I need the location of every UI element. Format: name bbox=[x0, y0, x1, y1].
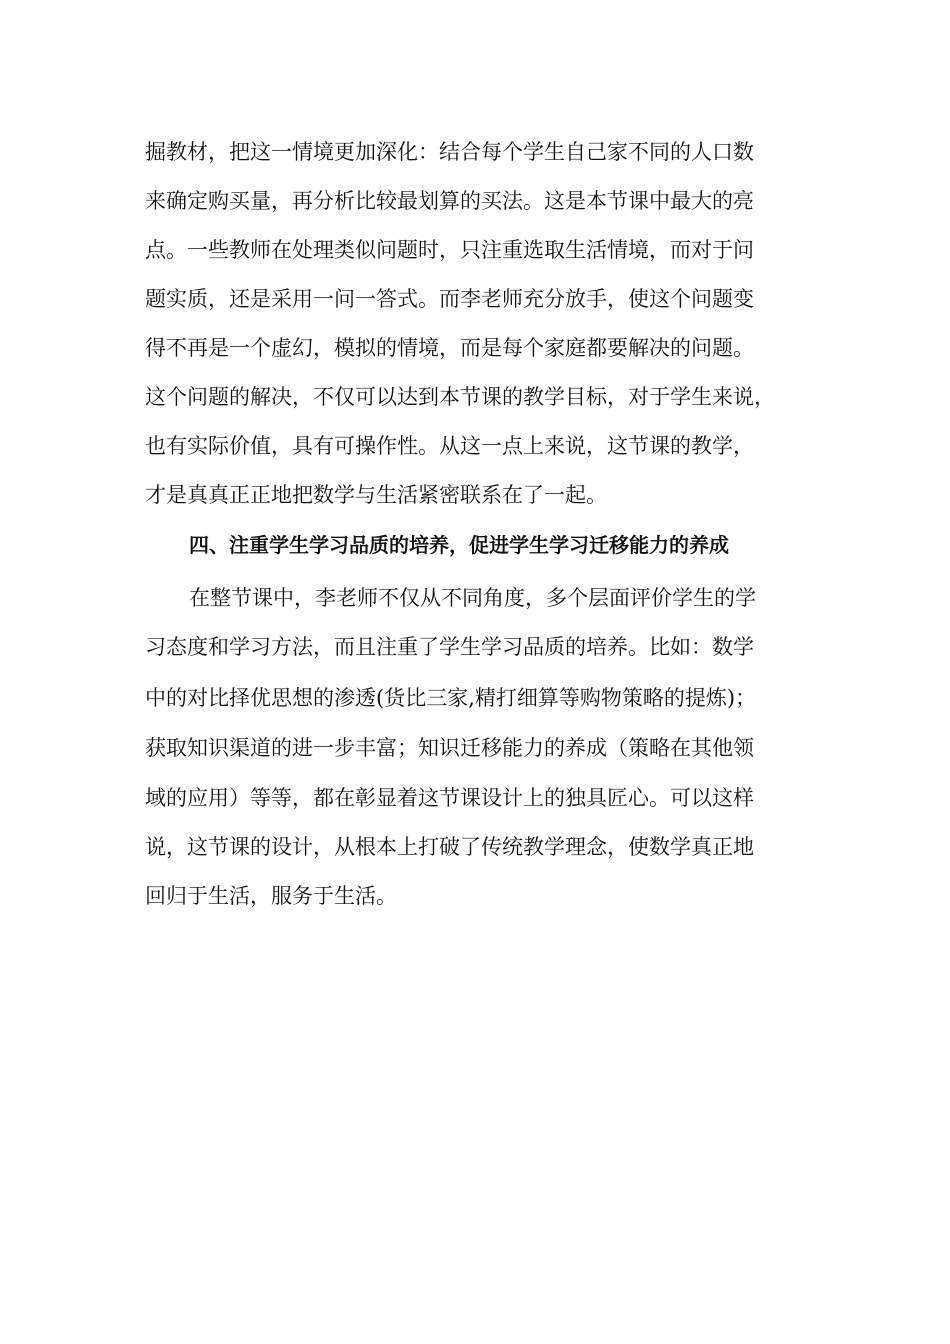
paragraph-line: 这个问题的解决，不仅可以达到本节课的教学目标，对于学生来说， bbox=[145, 385, 775, 409]
paragraph-line: 点。一些教师在处理类似问题时，只注重选取生活情境，而对于问 bbox=[145, 238, 754, 262]
paragraph-line: 中的对比择优思想的渗透(货比三家,精打细算等购物策略的提炼)； bbox=[145, 686, 757, 710]
paragraph-line: 掘教材，把这一情境更加深化：结合每个学生自己家不同的人口数 bbox=[145, 140, 754, 164]
paragraph-line: 题实质，还是采用一问一答式。而李老师充分放手，使这个问题变 bbox=[145, 287, 754, 311]
paragraph-line: 才是真真正正地把数学与生活紧密联系在了一起。 bbox=[145, 483, 607, 507]
paragraph-line: 在整节课中，李老师不仅从不同角度，多个层面评价学生的学 bbox=[189, 586, 756, 610]
paragraph-line: 习态度和学习方法，而且注重了学生学习品质的培养。比如：数学 bbox=[145, 635, 754, 659]
paragraph-line: 来确定购买量，再分析比较最划算的买法。这是本节课中最大的亮 bbox=[145, 189, 754, 213]
paragraph-line: 回归于生活，服务于生活。 bbox=[145, 884, 397, 908]
paragraph-line: 得不再是一个虚幻，模拟的情境，而是每个家庭都要解决的问题。 bbox=[145, 336, 754, 360]
paragraph-line: 也有实际价值，具有可操作性。从这一点上来说，这节课的教学， bbox=[145, 434, 754, 458]
paragraph-line: 说，这节课的设计，从根本上打破了传统教学理念，使数学真正地 bbox=[145, 835, 754, 859]
paragraph-line: 获取知识渠道的进一步丰富；知识迁移能力的养成（策略在其他领 bbox=[145, 736, 754, 760]
section-heading: 四、注重学生学习品质的培养，促进学生学习迁移能力的养成 bbox=[189, 533, 729, 557]
paragraph-line: 域的应用）等等，都在彰显着这节课设计上的独具匠心。可以这样 bbox=[145, 786, 754, 810]
